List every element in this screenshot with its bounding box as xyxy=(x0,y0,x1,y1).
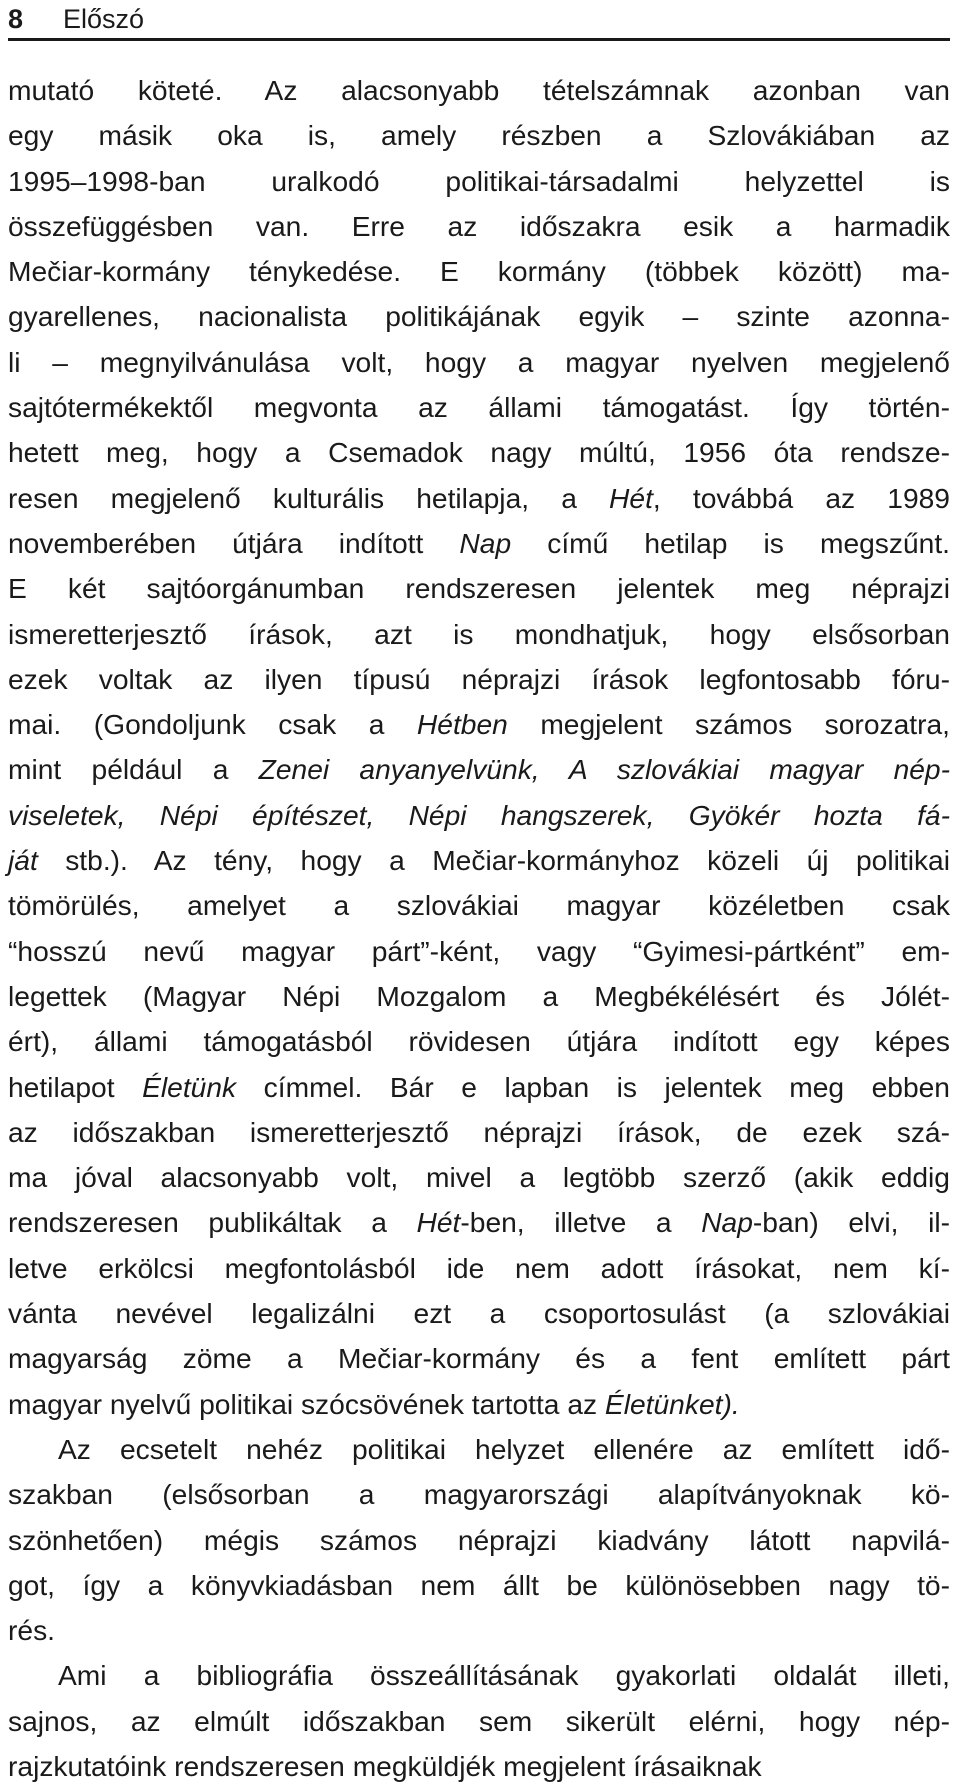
italic-text: viseletek, Népi építészet, Népi hangszerek, Gyökér hozta fá- xyxy=(8,798,950,831)
text-segment: szakban (elsősorban a magyarországi alapítványoknak kö- xyxy=(8,1478,950,1511)
italic-text: Hét xyxy=(416,1206,461,1239)
text-segment: magyar nyelvű politikai szócsövének tartotta az xyxy=(8,1387,605,1420)
text-segment: mutató köteté. Az alacsonyabb tételszámnak azonban van xyxy=(8,74,950,106)
italic-text: Hétben xyxy=(416,708,508,741)
text-line xyxy=(8,1200,950,1245)
text-segment: tömörülés, amelyet a szlovákiai magyar közéletben csak xyxy=(8,889,950,922)
text-segment: -ban) elvi, il- xyxy=(752,1206,950,1239)
text-line xyxy=(8,1518,950,1563)
text-segment: legettek (Magyar Népi Mozgalom a Megbékélésért és Jólét- xyxy=(8,979,950,1012)
text-line xyxy=(8,1019,950,1064)
text-segment: egy másik oka is, amely részben a Szlovákiában az xyxy=(8,119,950,152)
text-segment: hetilapot xyxy=(8,1070,143,1103)
page-number: 8 xyxy=(8,3,24,34)
text-segment: magyarság zöme a Mečiar-kormány és a fent említett párt xyxy=(8,1342,950,1375)
text-segment: stb.). Az tény, hogy a Mečiar-kormányhoz közeli új politikai xyxy=(37,844,950,877)
italic-text: Életünket). xyxy=(604,1387,740,1420)
italic-text: Nap xyxy=(459,526,512,559)
text-line xyxy=(8,612,950,657)
text-segment: vánta nevével legalizálni ezt a csoportosulást (a szlovákiai xyxy=(8,1297,950,1330)
text-segment: megjelent számos sorozatra, xyxy=(507,708,950,741)
text-line xyxy=(8,340,950,385)
italic-text: Életünk xyxy=(142,1070,237,1103)
text-line xyxy=(8,249,950,294)
text-segment: című hetilap is megszűnt. xyxy=(511,526,950,559)
text-segment: ismeretterjesztő írások, azt is mondhatjuk, hogy elsősorban xyxy=(8,617,950,650)
text-line xyxy=(8,1110,950,1155)
text-line xyxy=(8,1336,950,1381)
text-line xyxy=(8,1699,950,1744)
text-line xyxy=(8,1653,950,1698)
text-line xyxy=(8,1427,950,1472)
text-segment: got, így a könyvkiadásban nem állt be különösebben nagy tö- xyxy=(8,1568,950,1601)
text-segment: mai. (Gondoljunk csak a xyxy=(8,708,417,741)
text-line xyxy=(8,1382,950,1427)
text-line xyxy=(8,1065,950,1110)
text-segment: hetett meg, hogy a Csemadok nagy múltú, 1956 óta rendsze- xyxy=(8,436,950,469)
text-segment: Ami a bibliográfia összeállításának gyakorlati oldalát illeti, xyxy=(58,1659,950,1692)
text-segment: , továbbá az 1989 xyxy=(652,481,950,514)
text-segment: rajzkutatóink rendszeresen megküldjék megjelent írásaiknak xyxy=(8,1749,762,1782)
text-line xyxy=(8,521,950,566)
text-segment: rés. xyxy=(8,1614,55,1647)
paragraph xyxy=(8,1427,950,1653)
text-line xyxy=(8,204,950,249)
italic-text: Hét xyxy=(609,481,653,514)
text-segment: sajtótermékektől megvonta az állami támogatást. Így történ- xyxy=(8,391,950,424)
text-segment: “hosszú nevű magyar párt”-ként, vagy “Gyimesi-pártként” em- xyxy=(8,934,950,967)
text-line xyxy=(8,838,950,883)
text-line xyxy=(8,1246,950,1291)
text-line xyxy=(8,702,950,747)
text-line xyxy=(8,159,950,204)
text-line xyxy=(8,747,950,792)
text-line xyxy=(8,929,950,974)
text-segment: E két sajtóorgánumban rendszeresen jelentek meg néprajzi xyxy=(8,572,950,605)
text-line xyxy=(8,974,950,1019)
text-line xyxy=(8,883,950,928)
italic-text: Zenei anyanyelvünk, A szlovákiai magyar nép- xyxy=(258,753,950,786)
body-text xyxy=(8,68,950,1789)
section-title: Előszó xyxy=(63,3,145,34)
text-segment: 1995–1998-ban uralkodó politikai-társadalmi helyzettel is xyxy=(8,164,950,197)
paragraph xyxy=(8,68,950,1427)
text-line xyxy=(8,1291,950,1336)
text-line xyxy=(8,793,950,838)
text-line xyxy=(8,1472,950,1517)
text-segment: -ben, illetve a xyxy=(460,1206,702,1239)
text-segment: ma jóval alacsonyabb volt, mivel a legtöbb szerző (akik eddig xyxy=(8,1161,950,1194)
text-line xyxy=(8,1155,950,1200)
text-line xyxy=(8,430,950,475)
text-segment: szönhetően) mégis számos néprajzi kiadvány látott napvilá- xyxy=(8,1523,950,1556)
text-segment: összefüggésben van. Erre az időszakra esik a harmadik xyxy=(8,209,950,242)
text-line xyxy=(8,476,950,521)
text-line xyxy=(8,566,950,611)
text-segment: li – megnyilvánulása volt, hogy a magyar nyelven megjelenő xyxy=(8,345,950,378)
text-line xyxy=(8,657,950,702)
text-segment: mint például a xyxy=(8,753,259,786)
text-line xyxy=(8,385,950,430)
text-segment: novemberében útjára indított xyxy=(8,526,460,559)
italic-text: ját xyxy=(8,844,38,877)
paragraph xyxy=(8,1653,950,1789)
running-header xyxy=(8,0,950,41)
text-line xyxy=(8,1608,950,1653)
text-segment: Mečiar-kormány ténykedése. E kormány (többek között) ma- xyxy=(8,255,950,288)
text-segment: resen megjelenő kulturális hetilapja, a xyxy=(8,481,610,514)
text-line xyxy=(8,1744,950,1789)
text-segment: gyarellenes, nacionalista politikájának egyik – szinte azonna- xyxy=(8,300,950,333)
text-line xyxy=(8,294,950,339)
text-segment: az időszakban ismeretterjesztő néprajzi írások, de ezek szá- xyxy=(8,1115,950,1148)
text-segment: letve erkölcsi megfontolásból ide nem adott írásokat, nem kí- xyxy=(8,1251,950,1284)
text-segment: rendszeresen publikáltak a xyxy=(8,1206,417,1239)
text-segment: sajnos, az elmúlt időszakban sem sikerült elérni, hogy nép- xyxy=(8,1704,950,1737)
text-line xyxy=(8,113,950,158)
text-line xyxy=(8,68,950,113)
italic-text: Nap xyxy=(701,1206,753,1239)
text-segment: ért), állami támogatásból rövidesen útjára indított egy képes xyxy=(8,1025,950,1058)
text-line xyxy=(8,1563,950,1608)
text-segment: címmel. Bár e lapban is jelentek meg ebben xyxy=(236,1070,950,1103)
text-segment: ezek voltak az ilyen típusú néprajzi írások legfontosabb fóru- xyxy=(8,662,950,695)
text-segment: Az ecsetelt nehéz politikai helyzet ellenére az említett idő- xyxy=(58,1432,950,1465)
